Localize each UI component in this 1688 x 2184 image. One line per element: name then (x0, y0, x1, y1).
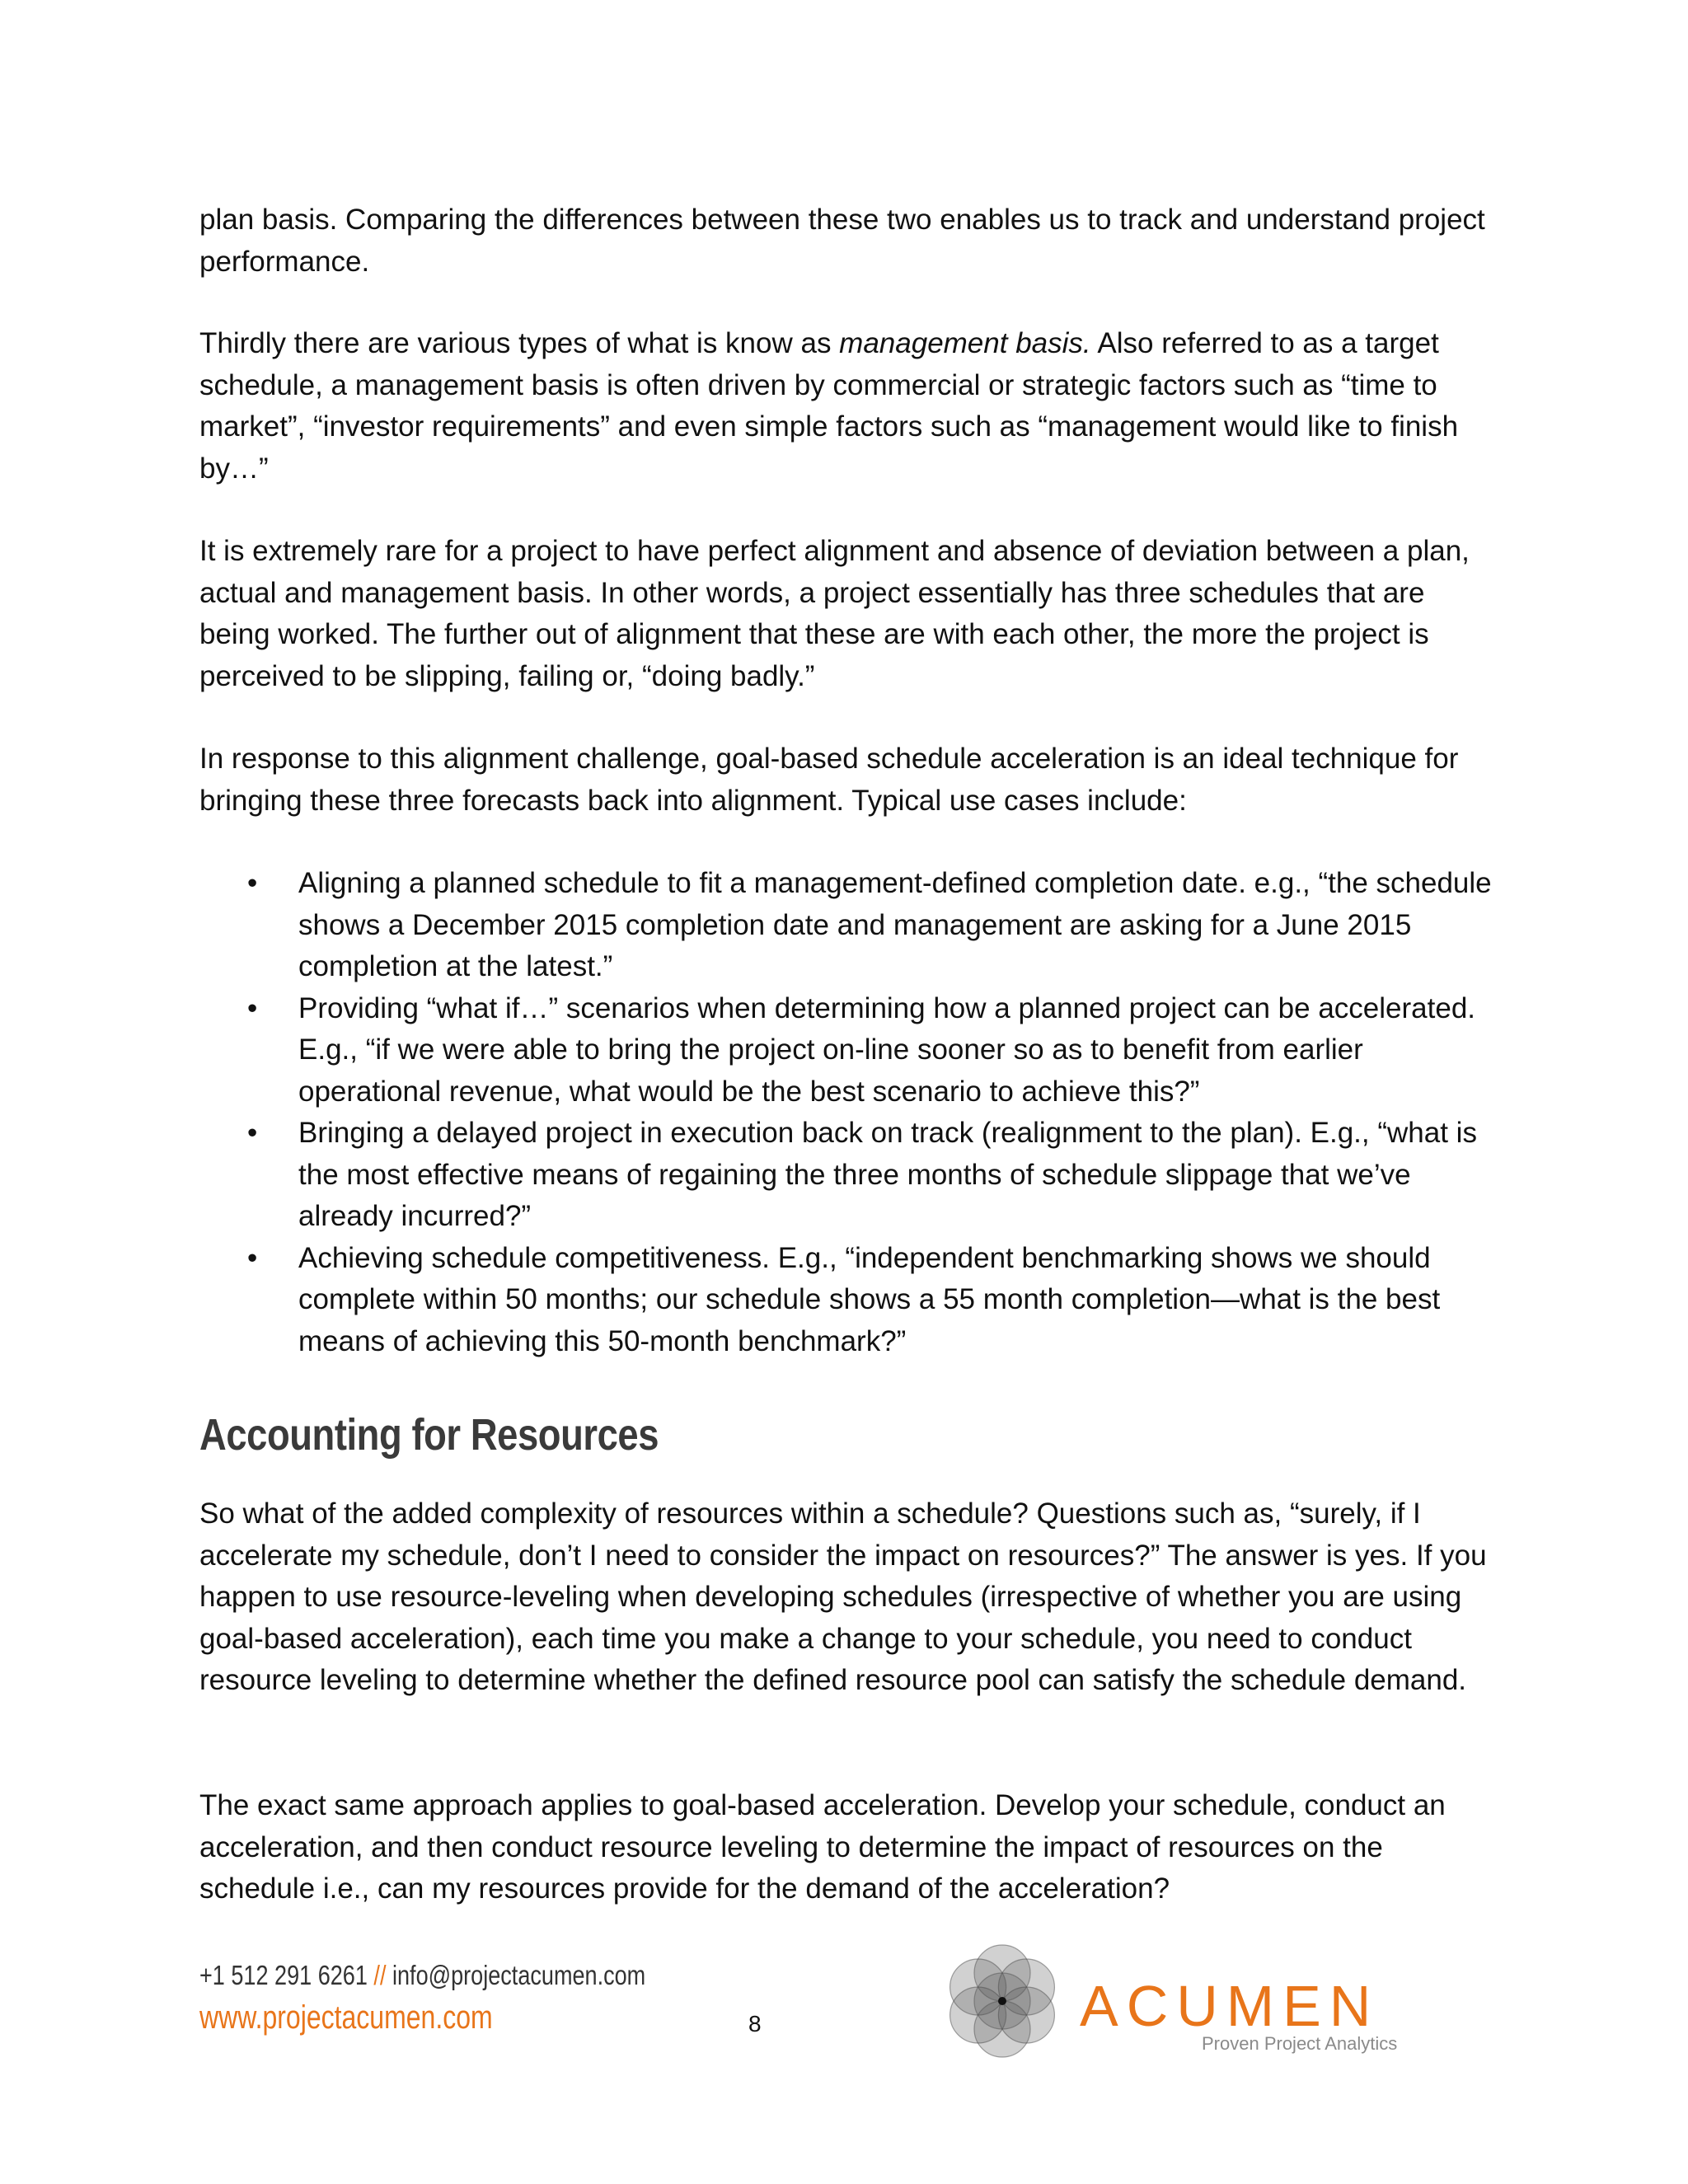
paragraph-resources: So what of the added complexity of resources within a schedule? Questions such as, “surely, if I accelerate my schedule, don’t I need to consider the impact on resources?” The answer is yes. If you happen to use resource-leveling when developing schedules (irrespective of whether you are using goal-based acceleration), each time you make a change to your schedule, you need to conduct resource leveling to determine whether the defined resource pool can satisfy the schedule demand. (199, 1497, 1487, 1696)
footer-contact (199, 1960, 645, 1991)
list-item-text: Achieving schedule competitiveness. E.g., “independent benchmarking shows we should complete within 50 months; our schedule shows a 55 month completion—what is the best means of achieving this 50-month benchmark?” (298, 1241, 1441, 1357)
paragraph-text: Also referred to as a target schedule, a management basis is often driven by commercial or strategic factors such as “time to market”, “investor requirements” and even simple factors such as “management would like to finish by…” (199, 327, 1459, 485)
email-link[interactable]: info@projectacumen.com (392, 1960, 646, 1990)
logo-wordmark: ACUMEN (1080, 1974, 1380, 2038)
list-item-text: Bringing a delayed project in execution back on track (realignment to the plan). E.g., “what is the most effective means of regaining the three months of schedule slippage that we’ve already incurred?” (298, 1117, 1477, 1232)
footer-separator: // (373, 1960, 387, 1990)
paragraph-use-cases-intro: In response to this alignment challenge, goal-based schedule acceleration is an ideal technique for bringing these three forecasts back into alignment. Typical use cases include: (199, 743, 1459, 817)
list-item (199, 1238, 1510, 1363)
section-heading: Accounting for Resources (199, 1410, 659, 1460)
emphasis-term: management basis. (839, 327, 1091, 359)
list-item (199, 1113, 1510, 1238)
logo-tagline: Proven Project Analytics (1202, 2033, 1398, 2054)
list-item-text: Aligning a planned schedule to fit a management-defined completion date. e.g., “the schedule shows a December 2015 completion date and management are asking for a June 2015 completion at the latest.” (298, 867, 1492, 982)
website-link[interactable]: www.projectacumen.com (199, 1999, 493, 2036)
paragraph-management-basis (199, 323, 1502, 490)
paragraph-plan-basis: plan basis. Comparing the differences between these two enables us to track and understand project performance. (199, 204, 1485, 278)
list-item (199, 863, 1510, 988)
list-item (199, 988, 1510, 1113)
phone-number: +1 512 291 6261 (199, 1960, 368, 1990)
use-case-list (199, 863, 1518, 1362)
paragraph-text: Thirdly there are various types of what is know as (199, 327, 840, 359)
list-item-text: Providing “what if…” scenarios when determining how a planned project can be accelerated. E.g., “if we were able to bring the project on-line sooner so as to benefit from earlier operational revenue, what would be the best scenario to achieve this?” (298, 991, 1476, 1108)
bullet-icon: • (247, 867, 258, 899)
bullet-icon: • (247, 991, 258, 1024)
page-number: 8 (748, 2011, 762, 2036)
paragraph-alignment: It is extremely rare for a project to have perfect alignment and absence of deviation between a plan, actual and management basis. In other words, a project essentially has three schedules that are being worked. The further out of alignment that these are with each other, the more the project is perceived to be slipping, failing or, “doing badly.” (199, 535, 1470, 692)
bullet-icon: • (247, 1117, 258, 1149)
paragraph-same-approach: The exact same approach applies to goal-based acceleration. Develop your schedule, conduct an acceleration, and then conduct resource leveling to determine the impact of resources on the schedule i.e., can my resources provide for the demand of the acceleration? (199, 1789, 1446, 1905)
acumen-logo-icon (945, 1943, 1060, 2059)
bullet-icon: • (247, 1241, 258, 1274)
